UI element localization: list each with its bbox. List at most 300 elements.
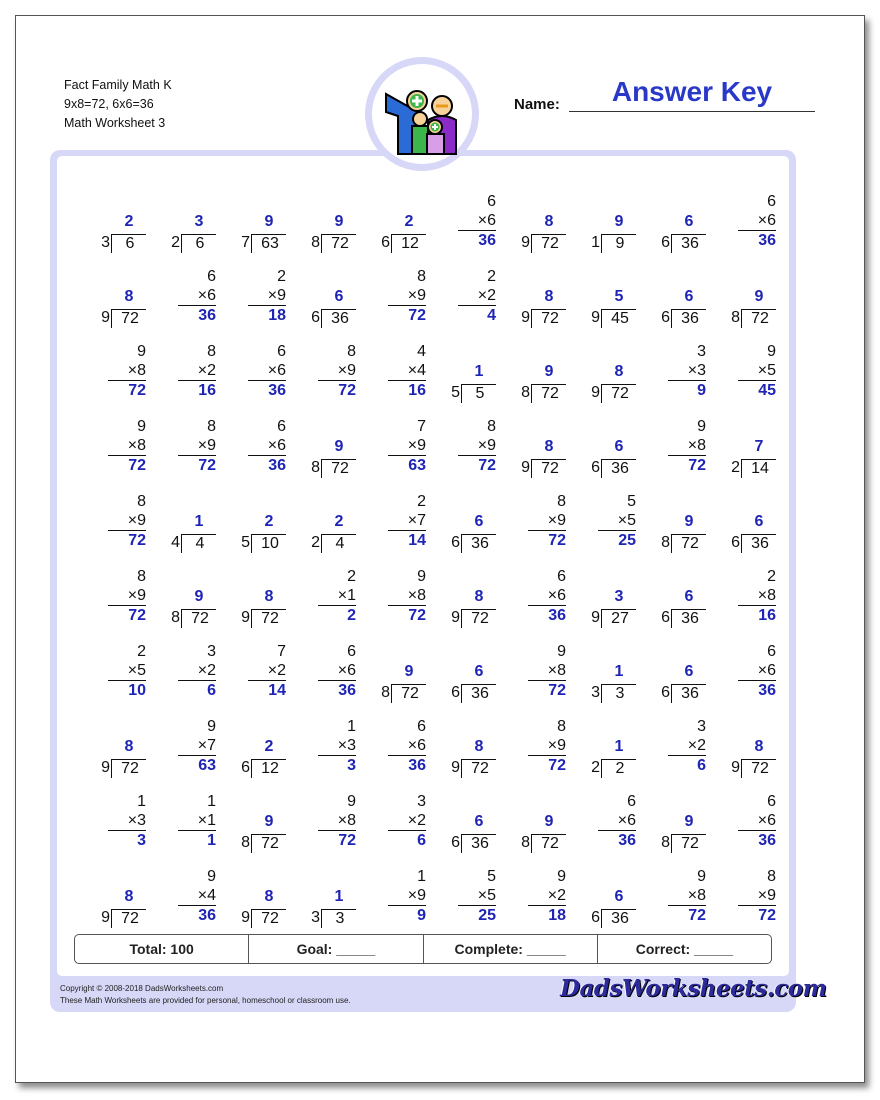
factor: 8 bbox=[767, 868, 776, 885]
division-problem bbox=[710, 417, 776, 485]
times-sign: × bbox=[337, 362, 348, 379]
factor: 7 bbox=[277, 643, 286, 660]
quotient-answer: 6 bbox=[754, 513, 764, 530]
times-sign: × bbox=[757, 362, 768, 379]
times-sign: × bbox=[197, 812, 208, 829]
divisor: 6 bbox=[661, 309, 670, 326]
divisor: 9 bbox=[101, 309, 110, 326]
factor: 6 bbox=[277, 437, 286, 454]
dividend: 3 bbox=[321, 909, 356, 928]
product-answer: 45 bbox=[758, 382, 776, 399]
divisor: 9 bbox=[521, 459, 530, 476]
multiplication-problem bbox=[80, 417, 146, 485]
times-sign: × bbox=[267, 437, 278, 454]
factor: 8 bbox=[207, 418, 216, 435]
divisor: 9 bbox=[731, 759, 740, 776]
dividend: 72 bbox=[531, 459, 566, 478]
divisor: 9 bbox=[241, 909, 250, 926]
divisor: 6 bbox=[661, 609, 670, 626]
division-problem bbox=[640, 567, 706, 635]
product-answer: 36 bbox=[198, 907, 216, 924]
product-answer: 63 bbox=[408, 457, 426, 474]
dividend: 10 bbox=[251, 534, 286, 553]
dividend: 3 bbox=[601, 684, 636, 703]
division-problem bbox=[430, 792, 496, 860]
times-sign: × bbox=[127, 512, 138, 529]
divisor: 2 bbox=[731, 459, 740, 476]
multiplication-problem bbox=[360, 867, 426, 935]
times-sign: × bbox=[197, 362, 208, 379]
product-answer: 14 bbox=[268, 682, 286, 699]
product-answer: 6 bbox=[417, 832, 426, 849]
product-answer: 36 bbox=[198, 307, 216, 324]
division-problem bbox=[220, 867, 286, 935]
factor: 9 bbox=[417, 887, 426, 904]
score-bar bbox=[74, 934, 772, 964]
divisor: 8 bbox=[311, 459, 320, 476]
divisor: 3 bbox=[101, 234, 110, 251]
product-answer: 72 bbox=[128, 607, 146, 624]
factor: 1 bbox=[347, 718, 356, 735]
quotient-answer: 8 bbox=[124, 888, 134, 905]
divisor: 7 bbox=[241, 234, 250, 251]
product-answer: 72 bbox=[688, 907, 706, 924]
quotient-answer: 8 bbox=[474, 738, 484, 755]
division-problem bbox=[500, 192, 566, 260]
factor: 8 bbox=[417, 587, 426, 604]
quotient-answer: 9 bbox=[684, 813, 694, 830]
times-sign: × bbox=[547, 887, 558, 904]
product-answer: 1 bbox=[207, 832, 216, 849]
dividend: 72 bbox=[181, 609, 216, 628]
divisor: 9 bbox=[591, 309, 600, 326]
worksheet-title: Fact Family Math K bbox=[64, 78, 172, 92]
product-answer: 16 bbox=[198, 382, 216, 399]
factor: 9 bbox=[557, 737, 566, 754]
dividend: 36 bbox=[671, 309, 706, 328]
multiplication-problem bbox=[500, 567, 566, 635]
factor: 2 bbox=[207, 362, 216, 379]
division-problem bbox=[640, 792, 706, 860]
multiplication-problem bbox=[220, 267, 286, 335]
factor: 2 bbox=[487, 287, 496, 304]
product-answer: 18 bbox=[548, 907, 566, 924]
correct-field[interactable]: Correct: _____ bbox=[635, 941, 734, 957]
dividend: 36 bbox=[321, 309, 356, 328]
division-problem bbox=[500, 417, 566, 485]
multiplication-problem bbox=[80, 792, 146, 860]
total-count: Total: 100 bbox=[75, 935, 249, 963]
division-problem bbox=[710, 492, 776, 560]
divisor: 6 bbox=[661, 234, 670, 251]
division-problem bbox=[570, 267, 636, 335]
dividend: 6 bbox=[181, 234, 216, 253]
division-problem bbox=[640, 192, 706, 260]
multiplication-problem bbox=[430, 192, 496, 260]
quotient-answer: 6 bbox=[334, 288, 344, 305]
quotient-answer: 9 bbox=[264, 213, 274, 230]
times-sign: × bbox=[407, 512, 418, 529]
brand-logo: DadsWorksheets.com bbox=[560, 975, 827, 1002]
factor: 9 bbox=[557, 868, 566, 885]
factor: 8 bbox=[557, 718, 566, 735]
multiplication-problem bbox=[710, 642, 776, 710]
times-sign: × bbox=[267, 662, 278, 679]
product-answer: 72 bbox=[408, 607, 426, 624]
times-sign: × bbox=[687, 437, 698, 454]
product-answer: 72 bbox=[198, 457, 216, 474]
divisor: 9 bbox=[521, 234, 530, 251]
divisor: 9 bbox=[101, 909, 110, 926]
multiplication-problem bbox=[640, 417, 706, 485]
dividend: 72 bbox=[671, 534, 706, 553]
factor: 6 bbox=[487, 212, 496, 229]
factor: 9 bbox=[347, 793, 356, 810]
divisor: 8 bbox=[171, 609, 180, 626]
times-sign: × bbox=[757, 812, 768, 829]
factor: 2 bbox=[417, 493, 426, 510]
product-answer: 36 bbox=[758, 232, 776, 249]
product-answer: 72 bbox=[128, 382, 146, 399]
times-sign: × bbox=[197, 437, 208, 454]
multiplication-problem bbox=[710, 867, 776, 935]
dividend: 72 bbox=[531, 384, 566, 403]
multiplication-problem bbox=[290, 342, 356, 410]
multiplication-problem bbox=[290, 642, 356, 710]
dividend: 72 bbox=[111, 909, 146, 928]
factor: 9 bbox=[137, 587, 146, 604]
factor: 8 bbox=[557, 662, 566, 679]
dividend: 36 bbox=[741, 534, 776, 553]
quotient-answer: 8 bbox=[614, 363, 624, 380]
factor: 2 bbox=[487, 268, 496, 285]
multiplication-problem bbox=[640, 867, 706, 935]
dividend: 72 bbox=[741, 309, 776, 328]
product-answer: 9 bbox=[417, 907, 426, 924]
times-sign: × bbox=[757, 212, 768, 229]
product-answer: 4 bbox=[487, 307, 496, 324]
dividend: 72 bbox=[111, 309, 146, 328]
times-sign: × bbox=[617, 512, 628, 529]
times-sign: × bbox=[547, 662, 558, 679]
dividend: 4 bbox=[321, 534, 356, 553]
multiplication-problem bbox=[360, 792, 426, 860]
quotient-answer: 1 bbox=[614, 738, 624, 755]
logo bbox=[365, 57, 479, 171]
dividend: 14 bbox=[741, 459, 776, 478]
times-sign: × bbox=[197, 662, 208, 679]
quotient-answer: 9 bbox=[264, 813, 274, 830]
factor: 6 bbox=[417, 718, 426, 735]
dividend: 27 bbox=[601, 609, 636, 628]
divisor: 9 bbox=[591, 384, 600, 401]
factor: 2 bbox=[417, 812, 426, 829]
division-problem bbox=[220, 792, 286, 860]
divisor: 8 bbox=[381, 684, 390, 701]
division-problem bbox=[640, 642, 706, 710]
factor: 8 bbox=[697, 887, 706, 904]
factor: 5 bbox=[767, 362, 776, 379]
dividend: 72 bbox=[531, 309, 566, 328]
dividend: 12 bbox=[251, 759, 286, 778]
dividend: 63 bbox=[251, 234, 286, 253]
factor: 9 bbox=[697, 418, 706, 435]
dividend: 72 bbox=[741, 759, 776, 778]
divisor: 1 bbox=[591, 234, 600, 251]
quotient-answer: 9 bbox=[194, 588, 204, 605]
quotient-answer: 1 bbox=[334, 888, 344, 905]
times-sign: × bbox=[337, 662, 348, 679]
quotient-answer: 6 bbox=[614, 888, 624, 905]
dividend: 4 bbox=[181, 534, 216, 553]
division-problem bbox=[290, 267, 356, 335]
factor: 6 bbox=[557, 587, 566, 604]
division-problem bbox=[290, 492, 356, 560]
factor: 1 bbox=[207, 793, 216, 810]
quotient-answer: 8 bbox=[544, 213, 554, 230]
divisor: 2 bbox=[171, 234, 180, 251]
quotient-answer: 2 bbox=[264, 738, 274, 755]
factor: 6 bbox=[767, 212, 776, 229]
product-answer: 72 bbox=[758, 907, 776, 924]
factor: 5 bbox=[627, 493, 636, 510]
division-problem bbox=[500, 342, 566, 410]
times-sign: × bbox=[407, 737, 418, 754]
factor: 8 bbox=[557, 493, 566, 510]
dividend: 36 bbox=[671, 234, 706, 253]
divisor: 6 bbox=[241, 759, 250, 776]
multiplication-problem bbox=[80, 342, 146, 410]
factor: 9 bbox=[487, 437, 496, 454]
times-sign: × bbox=[407, 437, 418, 454]
multiplication-problem bbox=[220, 342, 286, 410]
times-sign: × bbox=[197, 737, 208, 754]
factor: 9 bbox=[207, 868, 216, 885]
factor: 2 bbox=[277, 268, 286, 285]
multiplication-problem bbox=[430, 267, 496, 335]
quotient-answer: 8 bbox=[544, 438, 554, 455]
dividend: 72 bbox=[461, 609, 496, 628]
quotient-answer: 6 bbox=[684, 213, 694, 230]
times-sign: × bbox=[547, 512, 558, 529]
division-problem bbox=[570, 867, 636, 935]
multiplication-problem bbox=[430, 417, 496, 485]
factor: 7 bbox=[207, 737, 216, 754]
factor: 5 bbox=[487, 868, 496, 885]
multiplication-problem bbox=[150, 267, 216, 335]
multiplication-problem bbox=[150, 717, 216, 785]
division-problem bbox=[80, 267, 146, 335]
multiplication-problem bbox=[360, 492, 426, 560]
dividend: 12 bbox=[391, 234, 426, 253]
name-field[interactable] bbox=[569, 111, 815, 112]
product-answer: 72 bbox=[548, 682, 566, 699]
factor: 8 bbox=[767, 587, 776, 604]
multiplication-problem bbox=[150, 342, 216, 410]
dividend: 72 bbox=[461, 759, 496, 778]
times-sign: × bbox=[687, 887, 698, 904]
multiplication-problem bbox=[640, 717, 706, 785]
divisor: 8 bbox=[311, 234, 320, 251]
divisor: 9 bbox=[521, 309, 530, 326]
division-problem bbox=[710, 717, 776, 785]
factor: 1 bbox=[207, 812, 216, 829]
answer-key-title: Answer Key bbox=[611, 76, 773, 107]
factor: 6 bbox=[347, 662, 356, 679]
factor: 8 bbox=[417, 268, 426, 285]
factor: 3 bbox=[417, 793, 426, 810]
multiplication-problem bbox=[500, 642, 566, 710]
division-problem bbox=[80, 867, 146, 935]
multiplication-problem bbox=[360, 417, 426, 485]
goal-field[interactable]: Goal: _____ bbox=[249, 935, 423, 963]
divisor: 8 bbox=[521, 384, 530, 401]
factor: 3 bbox=[697, 343, 706, 360]
divisor: 2 bbox=[311, 534, 320, 551]
times-sign: × bbox=[477, 212, 488, 229]
product-answer: 36 bbox=[408, 757, 426, 774]
quotient-answer: 2 bbox=[334, 513, 344, 530]
factor: 9 bbox=[557, 643, 566, 660]
times-sign: × bbox=[127, 362, 138, 379]
quotient-answer: 2 bbox=[404, 213, 414, 230]
product-answer: 3 bbox=[137, 832, 146, 849]
multiplication-problem bbox=[290, 792, 356, 860]
times-sign: × bbox=[617, 812, 628, 829]
dividend: 72 bbox=[391, 684, 426, 703]
product-answer: 18 bbox=[268, 307, 286, 324]
multiplication-problem bbox=[150, 417, 216, 485]
factor: 8 bbox=[137, 362, 146, 379]
quotient-answer: 9 bbox=[754, 288, 764, 305]
divisor: 5 bbox=[241, 534, 250, 551]
multiplication-problem bbox=[220, 642, 286, 710]
factor: 9 bbox=[417, 437, 426, 454]
factor: 8 bbox=[137, 493, 146, 510]
division-problem bbox=[220, 717, 286, 785]
quotient-answer: 6 bbox=[474, 663, 484, 680]
quotient-answer: 1 bbox=[194, 513, 204, 530]
factor: 2 bbox=[767, 568, 776, 585]
factor: 9 bbox=[137, 418, 146, 435]
times-sign: × bbox=[407, 287, 418, 304]
multiplication-problem bbox=[290, 717, 356, 785]
division-problem bbox=[150, 492, 216, 560]
factor: 9 bbox=[277, 287, 286, 304]
division-problem bbox=[290, 192, 356, 260]
factor: 3 bbox=[697, 362, 706, 379]
factor: 3 bbox=[137, 812, 146, 829]
division-problem bbox=[570, 417, 636, 485]
quotient-answer: 5 bbox=[614, 288, 624, 305]
times-sign: × bbox=[757, 887, 768, 904]
quotient-answer: 6 bbox=[474, 813, 484, 830]
product-answer: 72 bbox=[338, 382, 356, 399]
quotient-answer: 6 bbox=[614, 438, 624, 455]
factor: 6 bbox=[767, 793, 776, 810]
quotient-answer: 9 bbox=[544, 813, 554, 830]
divisor: 9 bbox=[591, 609, 600, 626]
divisor: 8 bbox=[661, 534, 670, 551]
division-problem bbox=[150, 192, 216, 260]
factor: 9 bbox=[417, 287, 426, 304]
factor: 8 bbox=[487, 418, 496, 435]
factor: 9 bbox=[207, 437, 216, 454]
quotient-answer: 3 bbox=[614, 588, 624, 605]
divisor: 8 bbox=[731, 309, 740, 326]
factor: 8 bbox=[347, 812, 356, 829]
factor: 2 bbox=[137, 643, 146, 660]
divisor: 3 bbox=[311, 909, 320, 926]
divisor: 8 bbox=[241, 834, 250, 851]
quotient-answer: 6 bbox=[684, 288, 694, 305]
factor: 8 bbox=[347, 343, 356, 360]
times-sign: × bbox=[127, 662, 138, 679]
fact-family-people-icon bbox=[372, 64, 472, 164]
quotient-answer: 8 bbox=[264, 588, 274, 605]
divisor: 6 bbox=[731, 534, 740, 551]
division-problem bbox=[360, 192, 426, 260]
product-answer: 72 bbox=[478, 457, 496, 474]
division-problem bbox=[570, 717, 636, 785]
factor: 6 bbox=[207, 268, 216, 285]
factor: 6 bbox=[767, 662, 776, 679]
divisor: 4 bbox=[171, 534, 180, 551]
division-problem bbox=[570, 567, 636, 635]
product-answer: 16 bbox=[408, 382, 426, 399]
times-sign: × bbox=[407, 362, 418, 379]
quotient-answer: 1 bbox=[614, 663, 624, 680]
multiplication-problem bbox=[80, 642, 146, 710]
dividend: 45 bbox=[601, 309, 636, 328]
times-sign: × bbox=[477, 887, 488, 904]
dividend: 36 bbox=[461, 684, 496, 703]
factor: 3 bbox=[207, 643, 216, 660]
quotient-answer: 8 bbox=[124, 288, 134, 305]
factor: 7 bbox=[417, 512, 426, 529]
factor: 5 bbox=[137, 662, 146, 679]
factor: 6 bbox=[277, 418, 286, 435]
multiplication-problem bbox=[710, 567, 776, 635]
multiplication-problem bbox=[150, 792, 216, 860]
complete-field[interactable]: Complete: _____ bbox=[424, 935, 598, 963]
dividend: 2 bbox=[601, 759, 636, 778]
factor: 6 bbox=[767, 643, 776, 660]
multiplication-problem bbox=[360, 342, 426, 410]
product-answer: 72 bbox=[548, 532, 566, 549]
dividend: 72 bbox=[531, 834, 566, 853]
factor: 6 bbox=[767, 812, 776, 829]
factor: 9 bbox=[767, 887, 776, 904]
quotient-answer: 8 bbox=[264, 888, 274, 905]
quotient-answer: 9 bbox=[614, 213, 624, 230]
divisor: 9 bbox=[451, 759, 460, 776]
times-sign: × bbox=[687, 362, 698, 379]
multiplication-problem bbox=[500, 867, 566, 935]
times-sign: × bbox=[477, 437, 488, 454]
factor: 2 bbox=[697, 737, 706, 754]
copyright-notice bbox=[60, 983, 351, 1007]
quotient-answer: 6 bbox=[684, 588, 694, 605]
quotient-answer: 8 bbox=[754, 738, 764, 755]
times-sign: × bbox=[547, 587, 558, 604]
product-answer: 72 bbox=[408, 307, 426, 324]
divisor: 6 bbox=[451, 534, 460, 551]
times-sign: × bbox=[407, 887, 418, 904]
dividend: 5 bbox=[461, 384, 496, 403]
factor: 2 bbox=[347, 568, 356, 585]
product-answer: 72 bbox=[688, 457, 706, 474]
